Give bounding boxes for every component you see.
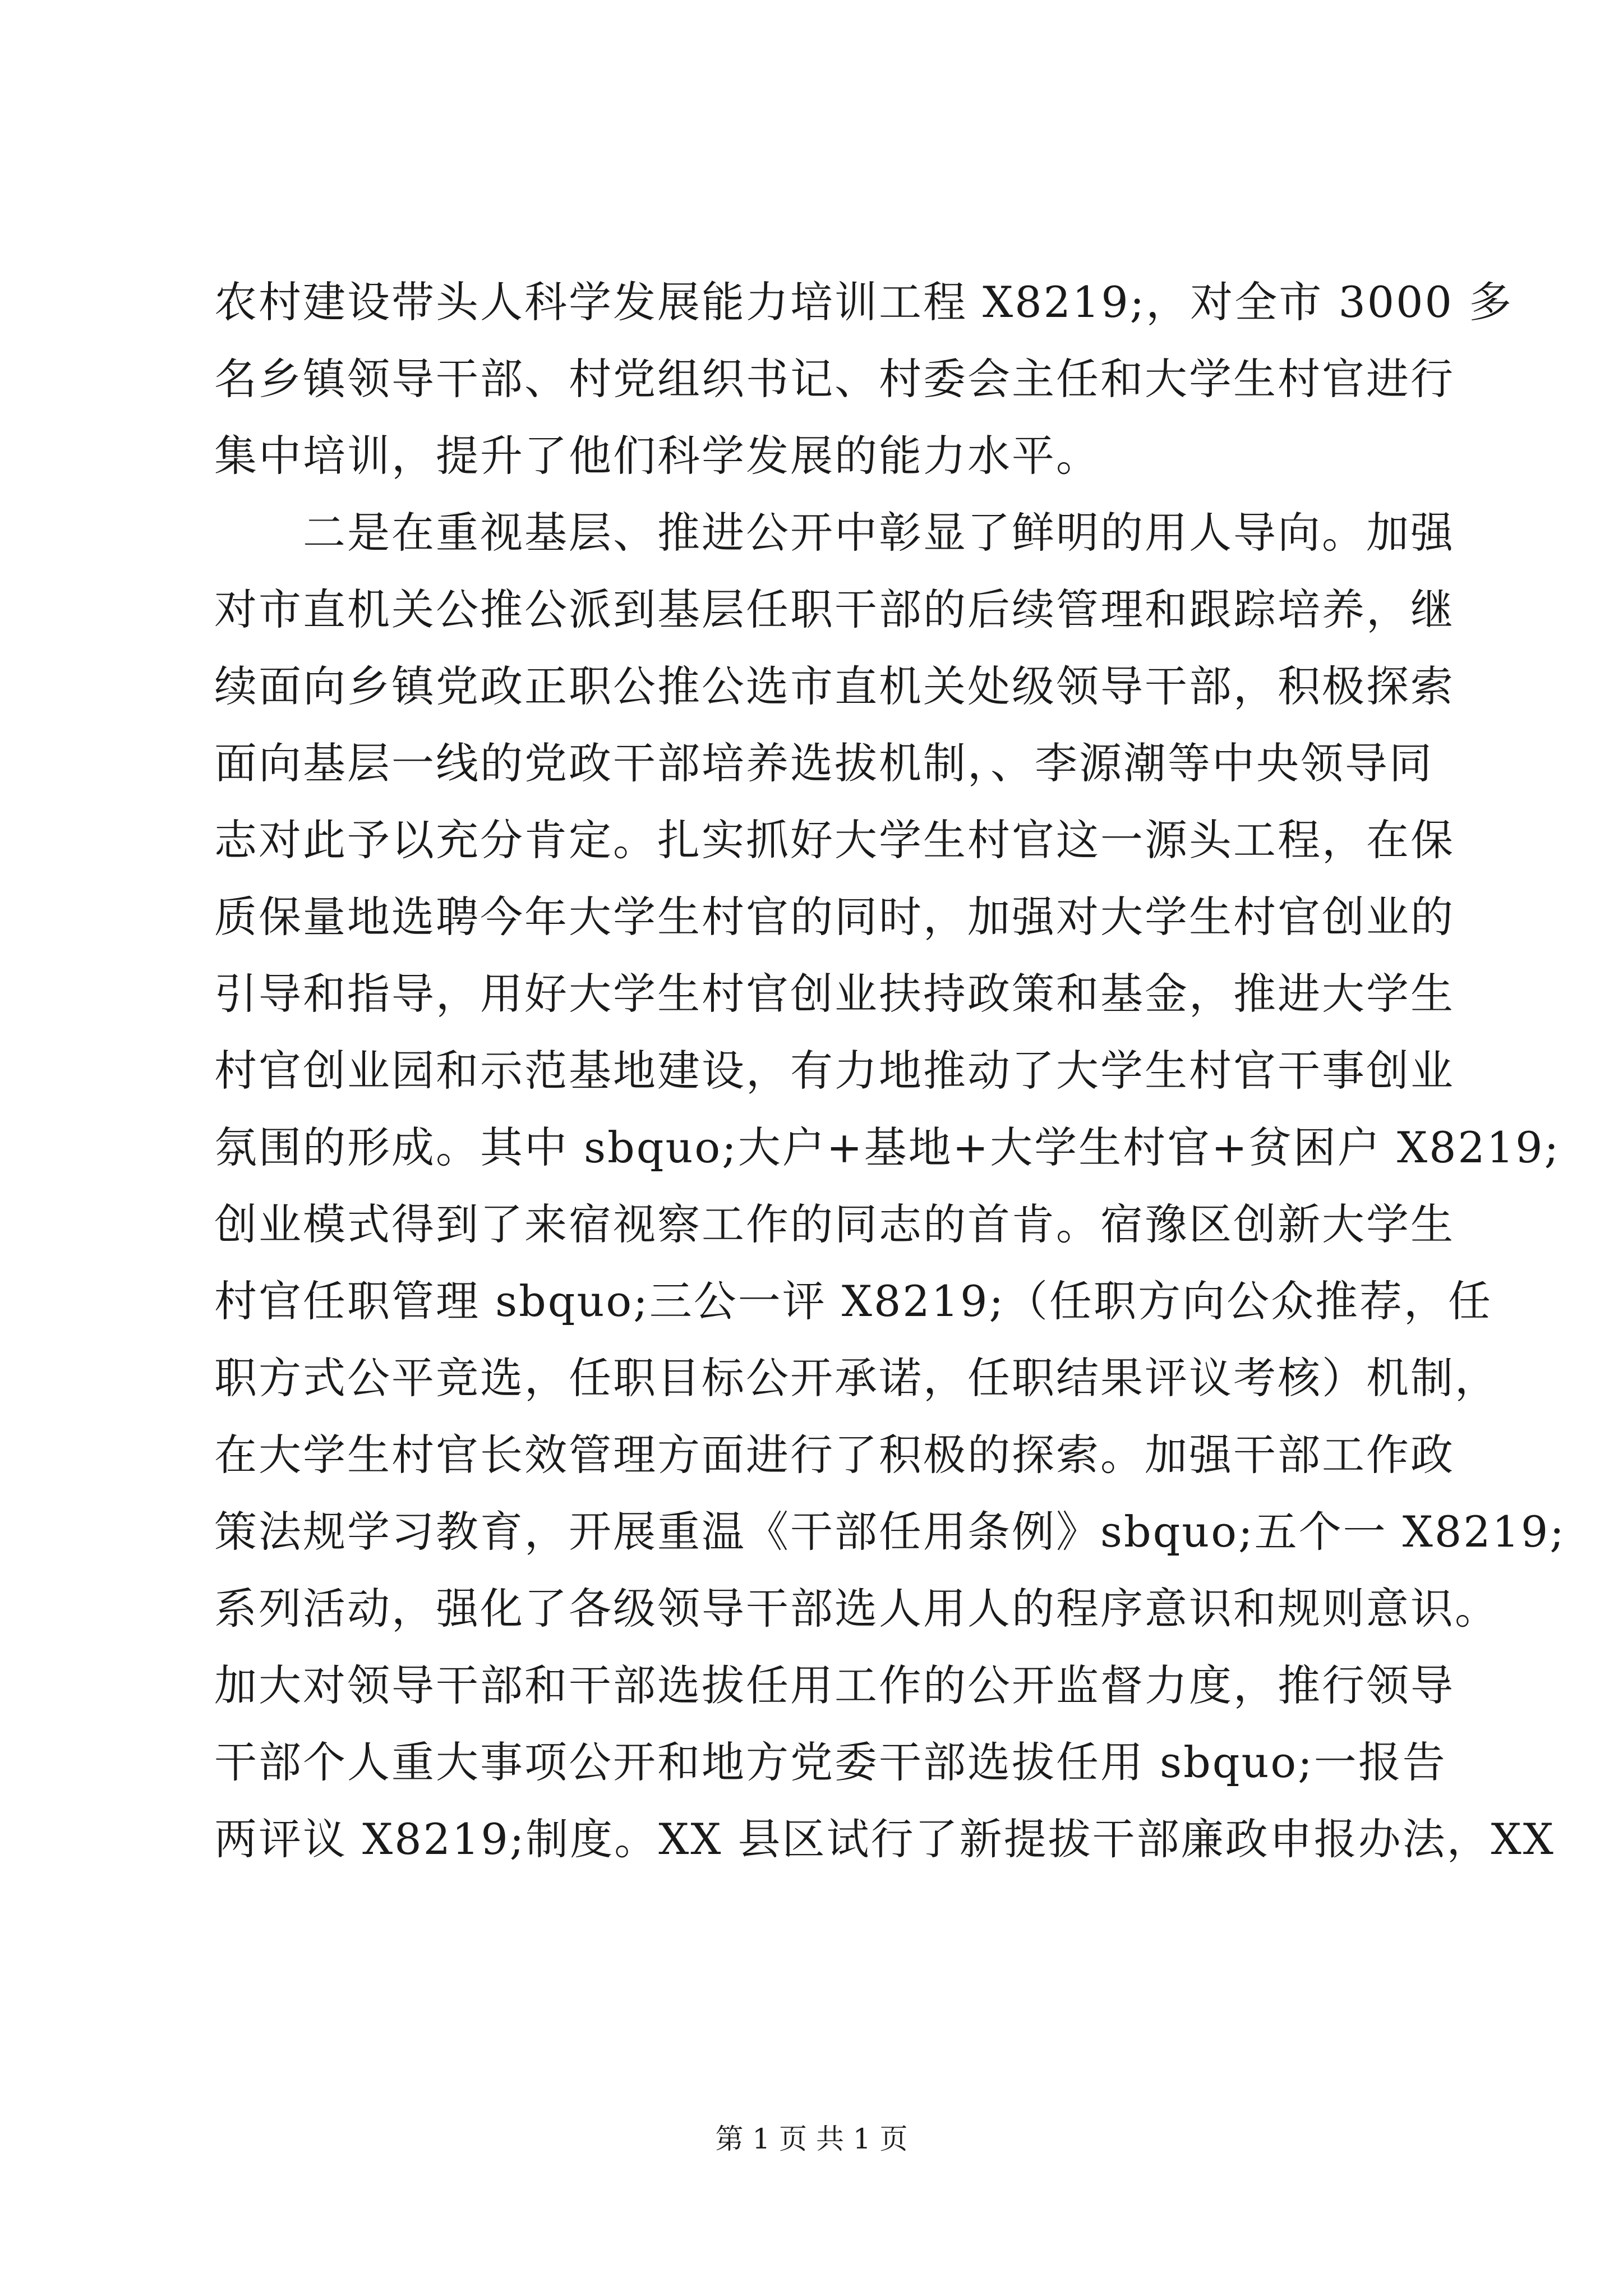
text-line: 引导和指导，用好大学生村官创业扶持政策和基金，推进大学生 (214, 969, 1455, 1019)
text-line: 二是在重视基层、推进公开中彰显了鲜明的用人导向。加强 (214, 508, 1455, 558)
text-line: 集中培训，提升了他们科学发展的能力水平。 (214, 431, 1100, 481)
text-line: 氛围的形成。其中 sbquo;大户+基地+大学生村官+贫困户 X8219; (214, 1122, 1561, 1172)
text-line: 两评议 X8219;制度。XX 县区试行了新提拔干部廉政申报办法，XX (214, 1814, 1555, 1864)
text-line: 质保量地选聘今年大学生村官的同时，加强对大学生村官创业的 (214, 892, 1455, 942)
text-line: 面向基层一线的党政干部培养选拔机制，、李源潮等中央领导同 (214, 738, 1433, 788)
body-text (214, 264, 1566, 1878)
text-line: 创业模式得到了来宿视察工作的同志的首肯。宿豫区创新大学生 (214, 1199, 1455, 1249)
text-line: 志对此予以充分肯定。扎实抓好大学生村官这一源头工程，在保 (214, 815, 1455, 865)
text-line: 加大对领导干部和干部选拔任用工作的公开监督力度，推行领导 (214, 1660, 1455, 1710)
text-line: 农村建设带头人科学发展能力培训工程 X8219;，对全市 3000 多 (214, 277, 1514, 327)
text-line: 在大学生村官长效管理方面进行了积极的探索。加强干部工作政 (214, 1430, 1455, 1480)
text-line: 续面向乡镇党政正职公推公选市直机关处级领导干部，积极探索 (214, 661, 1455, 711)
text-line: 干部个人重大事项公开和地方党委干部选拔任用 sbquo;一报告 (214, 1737, 1447, 1787)
text-line: 村官任职管理 sbquo;三公一评 X8219;（任职方向公众推荐，任 (214, 1276, 1493, 1326)
text-line: 职方式公平竞选，任职目标公开承诺，任职结果评议考核）机制， (214, 1353, 1499, 1403)
text-line: 村官创业园和示范基地建设，有力地推动了大学生村官干事创业 (214, 1046, 1455, 1096)
text-line: 对市直机关公推公派到基层任职干部的后续管理和跟踪培养，继 (214, 585, 1455, 634)
text-line: 系列活动，强化了各级领导干部选人用人的程序意识和规则意识。 (214, 1584, 1499, 1634)
page-footer: 第 1 页 共 1 页 (715, 2123, 908, 2155)
text-line: 策法规学习教育，开展重温《干部任用条例》sbquo;五个一 X8219; (214, 1507, 1566, 1557)
text-line: 名乡镇领导干部、村党组织书记、村委会主任和大学生村官进行 (214, 354, 1455, 404)
